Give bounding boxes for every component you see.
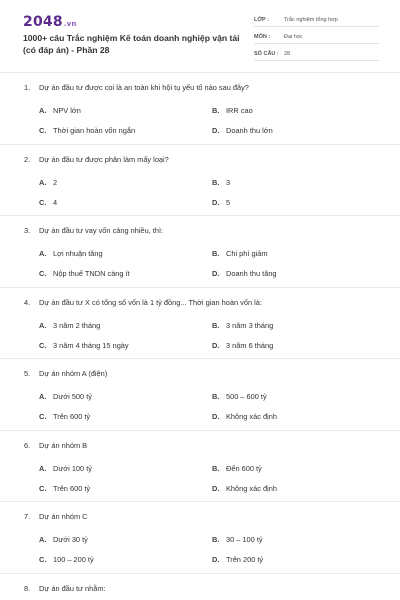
- option-text: Dưới 100 tỷ: [53, 463, 92, 473]
- answer-option-a[interactable]: [39, 392, 92, 401]
- option-text: 3 năm 4 tháng 15 ngày: [53, 340, 129, 350]
- option-letter: B.: [212, 535, 220, 544]
- option-letter: B.: [212, 320, 220, 330]
- site-logo[interactable]: [23, 14, 77, 30]
- question-item: [0, 145, 400, 217]
- option-text: Không xác định: [226, 412, 277, 421]
- question-number: 6.: [24, 440, 31, 450]
- meta-info: [254, 14, 379, 65]
- option-letter: D.: [212, 483, 220, 493]
- question-body: Dự án nhóm C: [39, 512, 88, 521]
- option-text: 2: [53, 177, 58, 187]
- option-letter: D.: [212, 126, 220, 135]
- option-text: Lợi nhuận tăng: [53, 249, 103, 258]
- answer-option-c[interactable]: [39, 341, 129, 350]
- answer-option-a[interactable]: [39, 249, 103, 258]
- question-text: [24, 226, 163, 235]
- option-text: 5: [226, 197, 231, 207]
- option-letter: D.: [212, 269, 220, 278]
- question-number: 4.: [24, 297, 31, 307]
- option-text: 500 – 600 tỷ: [226, 392, 267, 401]
- answer-option-c[interactable]: [39, 198, 57, 207]
- question-item: [0, 73, 400, 145]
- option-text: Doanh thu lớn: [226, 126, 273, 135]
- question-text: [24, 369, 107, 378]
- option-letter: D.: [212, 555, 220, 564]
- answer-option-c[interactable]: [39, 555, 94, 564]
- answer-option-b[interactable]: [212, 535, 263, 544]
- option-text: Doanh thu tăng: [226, 269, 277, 278]
- option-text: Thời gian hoàn vốn ngắn: [53, 126, 136, 135]
- logo-text: 2048: [23, 14, 63, 30]
- option-text: NPV lớn: [53, 106, 81, 115]
- question-item: [0, 288, 400, 360]
- option-letter: B.: [212, 392, 220, 401]
- answer-option-a[interactable]: [39, 178, 57, 187]
- meta-value: 28: [284, 51, 291, 57]
- option-letter: A.: [39, 249, 47, 258]
- answer-option-a[interactable]: [39, 321, 100, 330]
- answer-option-d[interactable]: [212, 126, 273, 135]
- question-number: 3.: [24, 226, 31, 235]
- question-text: [24, 441, 87, 450]
- question-item: [0, 216, 400, 288]
- option-letter: D.: [212, 412, 220, 421]
- option-letter: A.: [39, 320, 47, 330]
- option-text: Nộp thuế TNDN càng ít: [53, 269, 130, 278]
- option-letter: D.: [212, 340, 220, 350]
- option-text: 3 năm 6 tháng: [226, 340, 274, 350]
- meta-label: LỚP :: [254, 17, 269, 23]
- option-letter: A.: [39, 177, 47, 187]
- question-item: [0, 574, 400, 600]
- question-number: 2.: [24, 154, 31, 164]
- answer-option-a[interactable]: [39, 106, 81, 115]
- meta-label: SỐ CÂU :: [254, 51, 279, 57]
- answer-option-d[interactable]: [212, 269, 277, 278]
- option-text: 100 – 200 tỷ: [53, 555, 94, 564]
- answer-option-b[interactable]: [212, 178, 230, 187]
- option-text: Không xác định: [226, 483, 277, 493]
- answer-option-b[interactable]: [212, 392, 267, 401]
- logo-suffix: .vn: [63, 20, 77, 28]
- meta-value: Trắc nghiệm tổng hợp: [284, 17, 338, 23]
- question-text: [24, 584, 106, 593]
- answer-option-d[interactable]: [212, 341, 273, 350]
- question-number: 5.: [24, 369, 31, 378]
- option-text: Chi phí giảm: [226, 249, 268, 258]
- option-text: Dưới 30 tỷ: [53, 535, 88, 544]
- question-item: [0, 431, 400, 503]
- question-body: Dự án đầu tư vay vốn càng nhiều, thì:: [39, 226, 164, 235]
- question-text: [24, 155, 169, 164]
- answer-option-c[interactable]: [39, 126, 135, 135]
- question-body: Dự án nhóm B: [39, 440, 88, 450]
- question-body: Dự án đầu tư X có tổng số vốn là 1 tỷ đồng... Thời gian hoàn vốn là:: [39, 297, 262, 307]
- answer-option-c[interactable]: [39, 412, 90, 421]
- option-text: IRR cao: [226, 106, 253, 115]
- answer-option-d[interactable]: [212, 555, 263, 564]
- option-letter: B.: [212, 249, 220, 258]
- answer-option-b[interactable]: [212, 464, 262, 473]
- question-text: [24, 83, 249, 92]
- answer-option-d[interactable]: [212, 484, 277, 493]
- question-body: Dự án đầu tư nhằm:: [39, 583, 106, 593]
- question-body: Dự án đầu tư được phân làm mấy loại?: [39, 154, 169, 164]
- question-text: [24, 512, 88, 521]
- option-text: 3: [226, 177, 231, 187]
- question-text: [24, 298, 262, 307]
- question-body: Dự án đầu tư được coi là an toàn khi hội tụ yếu tố nào sau đây?: [39, 83, 249, 92]
- option-letter: C.: [39, 269, 47, 278]
- option-text: Trên 600 tỷ: [53, 483, 91, 493]
- option-text: Dưới 500 tỷ: [53, 392, 92, 401]
- answer-option-b[interactable]: [212, 321, 273, 330]
- option-letter: B.: [212, 177, 220, 187]
- option-letter: A.: [39, 535, 47, 544]
- option-letter: D.: [212, 197, 220, 207]
- answer-option-c[interactable]: [39, 484, 90, 493]
- option-letter: A.: [39, 463, 47, 473]
- option-letter: B.: [212, 463, 220, 473]
- option-text: 4: [53, 197, 58, 207]
- meta-row-count: [254, 48, 379, 61]
- answer-option-b[interactable]: [212, 249, 268, 258]
- answer-option-b[interactable]: [212, 106, 253, 115]
- option-text: Trên 600 tỷ: [53, 412, 91, 421]
- option-letter: C.: [39, 412, 47, 421]
- option-text: Trên 200 tỷ: [226, 555, 264, 564]
- page-header: [0, 0, 400, 72]
- option-letter: B.: [212, 106, 220, 115]
- option-letter: A.: [39, 106, 47, 115]
- question-number: 7.: [24, 512, 31, 521]
- meta-row-class: [254, 14, 379, 27]
- answer-option-c[interactable]: [39, 269, 130, 278]
- option-letter: C.: [39, 555, 47, 564]
- answer-option-a[interactable]: [39, 464, 92, 473]
- question-list: [0, 73, 400, 600]
- option-letter: C.: [39, 197, 47, 207]
- option-text: 3 năm 2 tháng: [53, 320, 101, 330]
- question-item: [0, 359, 400, 431]
- option-text: 3 năm 3 tháng: [226, 320, 274, 330]
- option-letter: A.: [39, 392, 47, 401]
- answer-option-d[interactable]: [212, 412, 277, 421]
- question-number: 1.: [24, 83, 31, 92]
- question-item: [0, 502, 400, 574]
- option-letter: C.: [39, 126, 47, 135]
- option-text: Đến 600 tỷ: [226, 463, 262, 473]
- answer-option-a[interactable]: [39, 535, 88, 544]
- question-number: 8.: [24, 583, 31, 593]
- meta-value: Đại học: [284, 34, 303, 40]
- option-letter: C.: [39, 340, 47, 350]
- question-body: Dự án nhóm A (điện): [39, 369, 108, 378]
- option-letter: C.: [39, 483, 47, 493]
- answer-option-d[interactable]: [212, 198, 230, 207]
- meta-label: MÔN :: [254, 34, 271, 40]
- option-text: 30 – 100 tỷ: [226, 535, 263, 544]
- page-title: 1000+ câu Trắc nghiệm Kế toán doanh nghiệp vận tải (có đáp án) - Phần 28: [23, 33, 240, 55]
- meta-row-subject: [254, 31, 379, 44]
